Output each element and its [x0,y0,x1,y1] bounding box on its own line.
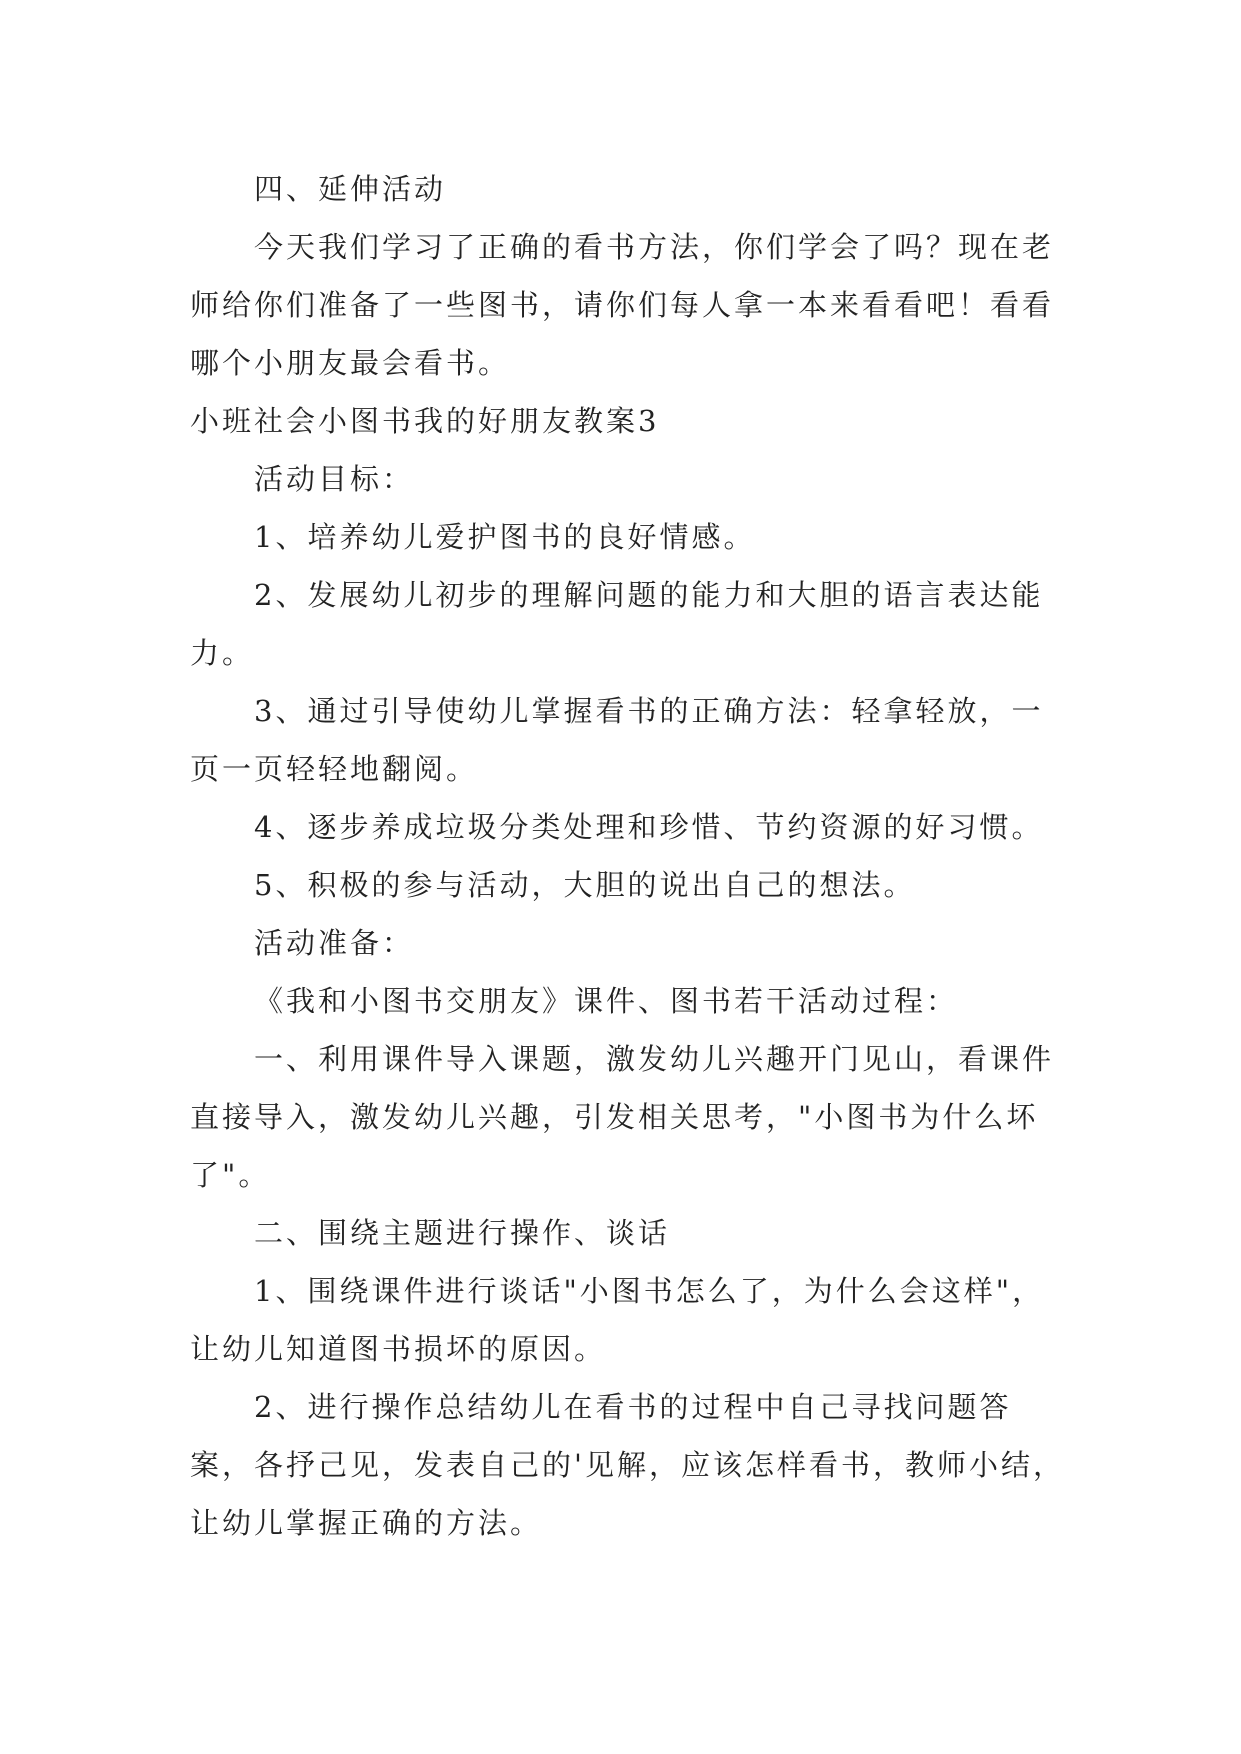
section-heading-extension: 四、延伸活动 [254,172,447,206]
section-heading-preparation: 活动准备： [254,926,415,960]
goal-item: 3、通过引导使幼儿掌握看书的正确方法：轻拿轻放，一页一页轻轻地翻阅。 [190,694,1044,786]
goal-item: 5、积极的参与活动，大胆的说出自己的想法。 [254,868,916,902]
paragraph: 《我和小图书交朋友》课件、图书若干活动过程： [254,984,959,1018]
section-heading-goals: 活动目标： [254,462,415,496]
goal-item: 2、发展幼儿初步的理解问题的能力和大胆的语言表达能力。 [190,578,1044,670]
goal-item: 1、培养幼儿爱护图书的良好情感。 [254,520,756,554]
section-heading-discussion: 二、围绕主题进行操作、谈话 [254,1216,671,1250]
paragraph: 1、围绕课件进行谈话"小图书怎么了，为什么会这样"，让幼儿知道图书损坏的原因。 [190,1274,1045,1366]
paragraph: 今天我们学习了正确的看书方法，你们学会了吗？现在老师给你们准备了一些图书，请你们每人拿一本来看看吧！看看哪个小朋友最会看书。 [190,230,1055,380]
paragraph: 一、利用课件导入课题，激发幼儿兴趣开门见山，看课件直接导入，激发幼儿兴趣，引发相关思考，"小图书为什么坏了"。 [190,1042,1055,1192]
lesson-plan-title: 小班社会小图书我的好朋友教案3 [190,404,660,438]
goal-item: 4、逐步养成垃圾分类处理和珍惜、节约资源的好习惯。 [254,810,1044,844]
paragraph: 2、进行操作总结幼儿在看书的过程中自己寻找问题答案，各抒己见，发表自己的'见解，应该怎样看书，教师小结，让幼儿掌握正确的方法。 [190,1390,1065,1540]
document-body [190,160,1070,1552]
